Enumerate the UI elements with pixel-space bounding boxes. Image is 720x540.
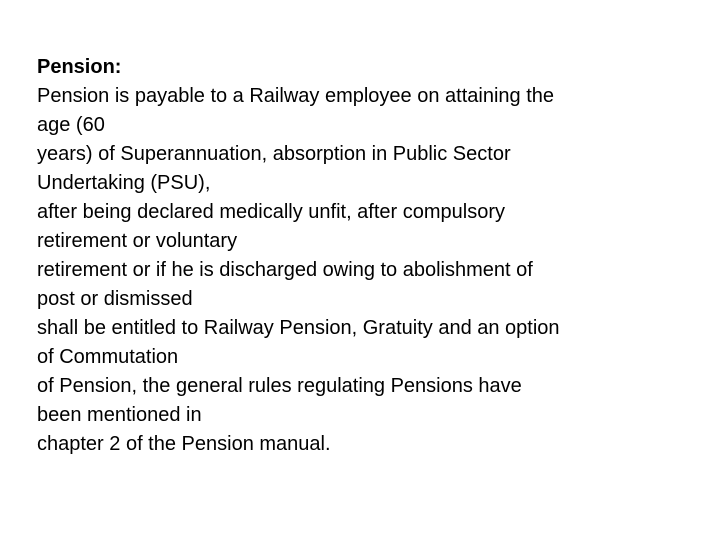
body-line: post or dismissed [37,288,193,310]
body-line: chapter 2 of the Pension manual. [37,433,331,455]
body-line: of Commutation [37,346,179,368]
body-line: Undertaking (PSU), [37,172,211,194]
body-line: Pension is payable to a Railway employee on attaining the [37,85,554,107]
body-line: of Pension, the general rules regulating Pensions have [37,375,522,397]
body-line: years) of Superannuation, absorption in Public Sector [37,143,511,165]
body-line: been mentioned in [37,404,202,426]
body-line: retirement or voluntary [37,230,238,252]
slide-body [37,53,697,459]
slide-heading: Pension: [37,56,122,78]
body-line: after being declared medically unfit, after compulsory [37,201,506,223]
body-line: retirement or if he is discharged owing to abolishment of [37,259,533,281]
body-line: age (60 [37,114,105,136]
body-line: shall be entitled to Railway Pension, Gratuity and an option [37,317,560,339]
